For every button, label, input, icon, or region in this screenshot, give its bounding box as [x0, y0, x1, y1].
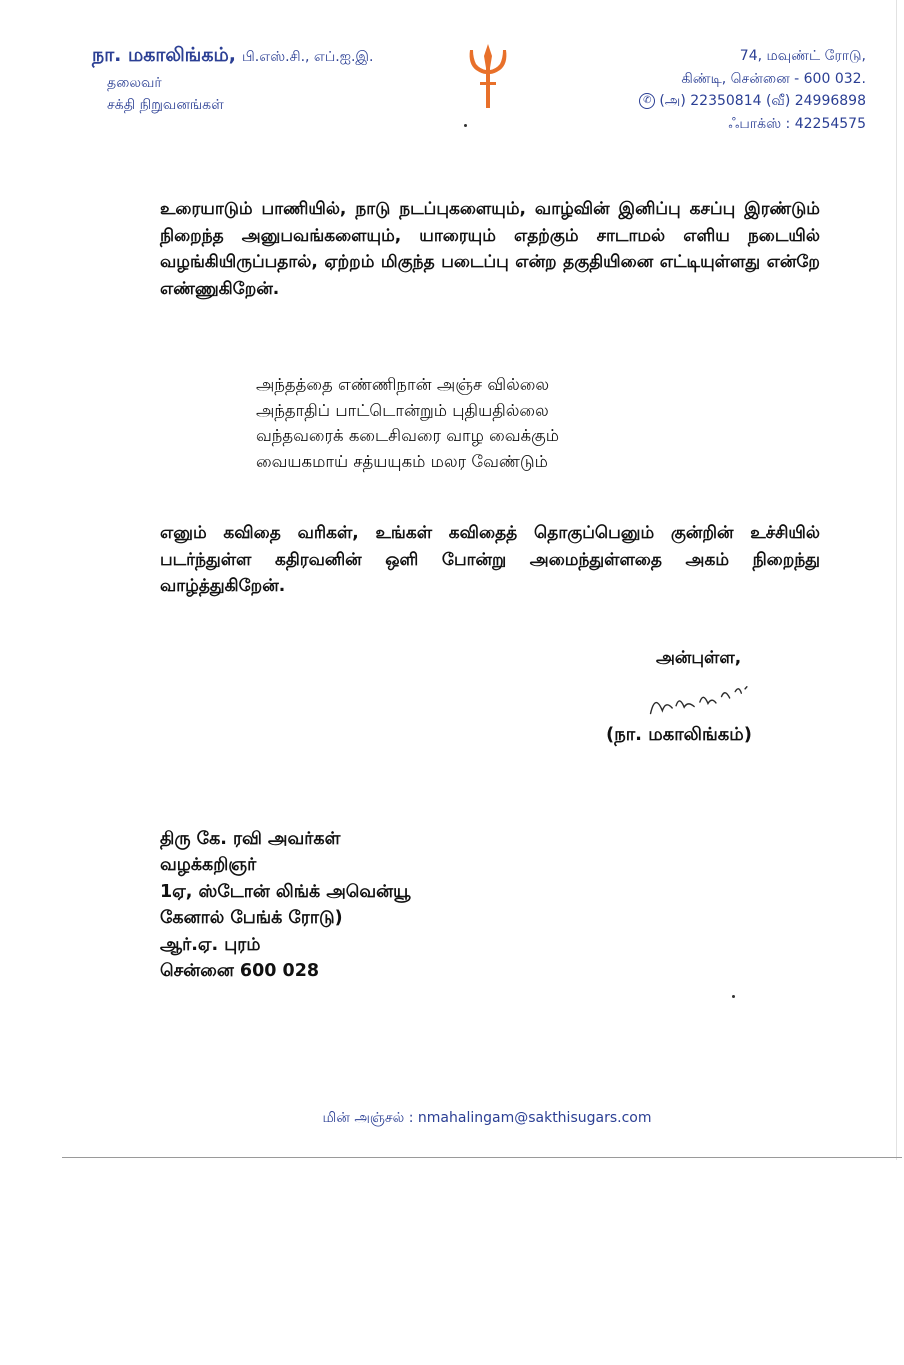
paragraph-2: எனும் கவிதை வரிகள், உங்கள் கவிதைத் தொகுப்பெனும் குன்றின் உச்சியில் படர்ந்துள்ள கதிரவனின் ஒளி போன்று அமைந்துள்ளதை அகம் நிறைந்து வாழ்த்துகிறேன்.: [160, 523, 820, 596]
signer-name: (நா. மகாலிங்கம்): [606, 724, 753, 745]
recipient-line: திரு கே. ரவி அவர்கள்: [160, 829, 341, 849]
sender-title: தலைவர்: [107, 75, 162, 91]
closing-salutation: அன்புள்ள,: [656, 648, 742, 668]
fax-number: ஃபாக்ஸ் : 42254575: [728, 115, 866, 132]
phone-numbers: (அ) 22350814 (வீ) 24996898: [659, 93, 866, 109]
poem-line: அந்தாதிப் பாட்டொன்றும் புதியதில்லை: [256, 400, 549, 420]
poem-line: அந்தத்தை எண்ணிநான் அஞ்ச வில்லை: [256, 375, 550, 394]
poem-line: வந்தவரைக் கடைசிவரை வாழ வைக்கும்: [256, 426, 559, 445]
phone-icon: ✆: [639, 93, 655, 109]
handwritten-signature: [645, 682, 757, 726]
recipient-line: சென்னை 600 028: [160, 961, 320, 982]
sender-name: நா. மகாலிங்கம்,: [92, 44, 236, 66]
recipient-line: வழக்கறிஞர்: [160, 855, 257, 876]
recipient-line: 1ஏ, ஸ்டோன் லிங்க் அவென்யூ: [160, 881, 411, 902]
sender-organization: சக்தி நிறுவனங்கள்: [107, 97, 224, 113]
page-right-edge: [896, 0, 897, 1160]
trident-logo-icon: [466, 44, 510, 110]
poem-block: [256, 372, 559, 474]
signature-mark: [645, 682, 757, 720]
letterhead-address: [639, 45, 866, 135]
paper-speck: [464, 124, 467, 127]
recipient-line: கேனால் பேங்க் ரோடு): [160, 908, 343, 929]
paragraph-1: உரையாடும் பாணியில், நாடு நடப்புகளையும், வாழ்வின் இனிப்பு கசப்பு இரண்டும் நிறைந்த அனுபவங்களையும், யாரையும் எதற்கும் சாடாமல் எளிய நடையில் வழங்கியிருப்பதால், ஏற்றம் மிகுந்த படைப்பு என்ற தகுதியினை எட்டியுள்ளது என்றே எண்ணுகிறேன்.: [160, 199, 820, 299]
recipient-address: [160, 826, 410, 984]
address-line-1: 74, மவுண்ட் ரோடு,: [739, 48, 866, 64]
footer-email: மின் அஞ்சல் : nmahalingam@sakthisugars.com: [322, 1110, 652, 1126]
recipient-line: ஆர்.ஏ. புரம்: [160, 934, 261, 955]
address-line-2: கிண்டி, சென்னை - 600 032.: [681, 70, 866, 87]
paper-speck: [732, 995, 735, 998]
page-bottom-edge: [62, 1157, 902, 1158]
letterhead-left: [92, 44, 373, 115]
sender-qualifications: பி.எஸ்.சி., எப்.ஐ.இ.: [241, 49, 374, 65]
poem-line: வையகமாய் சத்யயுகம் மலர வேண்டும்: [256, 451, 548, 471]
